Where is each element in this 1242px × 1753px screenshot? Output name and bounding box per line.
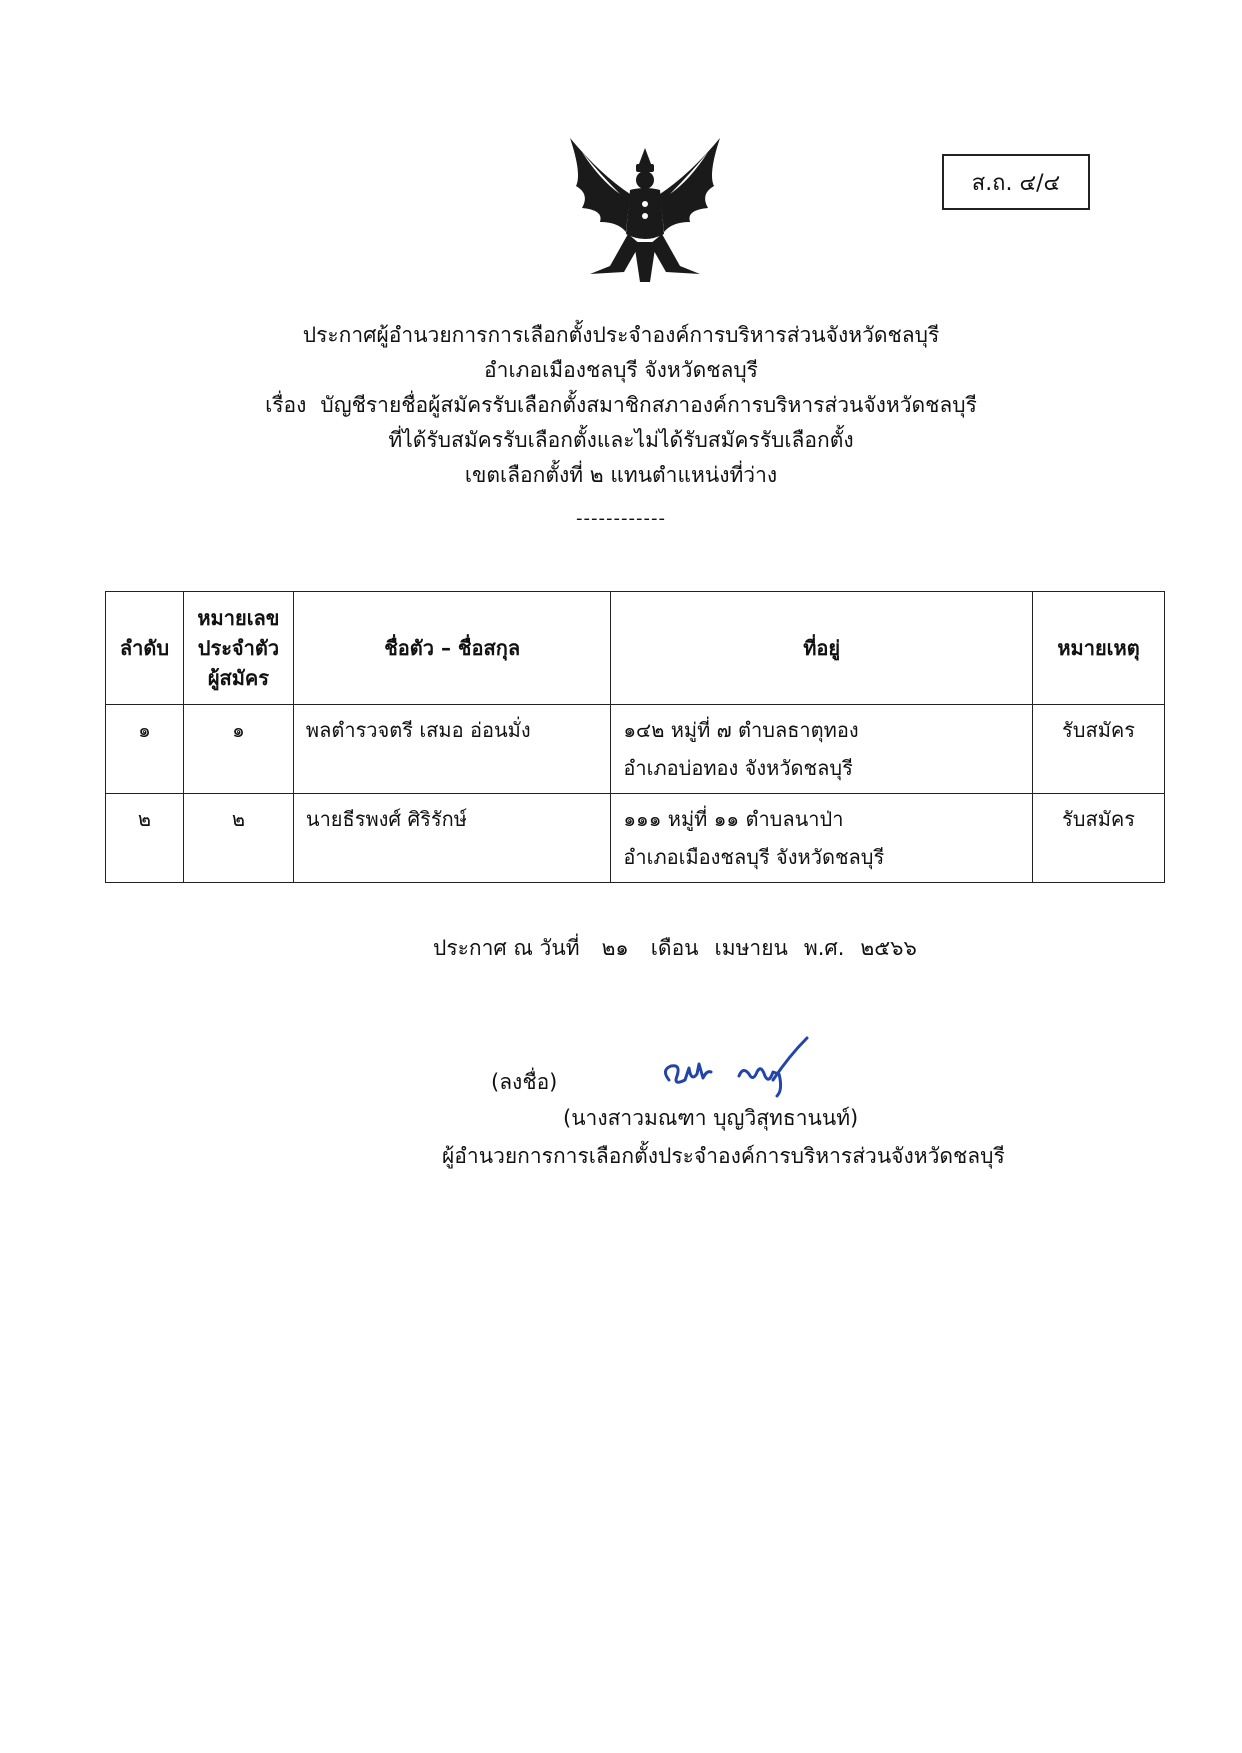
- form-code-box: [942, 154, 1090, 210]
- address-line: อำเภอบ่อทอง จังหวัดชลบุรี: [623, 756, 853, 780]
- form-code: ส.ถ. ๔/๔: [971, 170, 1061, 196]
- sign-label: (ลงชื่อ): [491, 1070, 558, 1094]
- row-name: พลตำรวจตรี เสมอ อ่อนมั่ง: [293, 705, 610, 794]
- col-address-header: ที่อยู่: [611, 592, 1033, 705]
- address-line: ๑๔๒ หมู่ที่ ๗ ตำบลธาตุทอง: [623, 718, 859, 742]
- row-order: ๑: [106, 705, 184, 794]
- signature-icon: [655, 1034, 815, 1098]
- col-remark-header: หมายเหตุ: [1033, 592, 1165, 705]
- signer-name: (นางสาวมณฑา บุญวิสุทธานนท์): [563, 1106, 859, 1130]
- date-month-label: เดือน: [650, 936, 699, 960]
- signer-title: ผู้อำนวยการการเลือกตั้งประจำองค์การบริหารส่วนจังหวัดชลบุรี: [442, 1144, 1005, 1168]
- address-line: ๑๑๑ หมู่ที่ ๑๑ ตำบลนาป่า: [623, 807, 844, 831]
- date-month: เมษายน: [714, 936, 788, 960]
- header-line-1: ประกาศผู้อำนวยการการเลือกตั้งประจำองค์การบริหารส่วนจังหวัดชลบุรี: [302, 323, 940, 347]
- header-subject-line: [0, 388, 1242, 423]
- subject-text: บัญชีรายชื่อผู้สมัครรับเลือกตั้งสมาชิกสภาองค์การบริหารส่วนจังหวัดชลบุรี: [320, 393, 977, 417]
- date-prefix: ประกาศ ณ วันที่: [433, 936, 580, 960]
- table-row: [106, 705, 1165, 794]
- table-header-row: [106, 592, 1165, 705]
- address-line: อำเภอเมืองชลบุรี จังหวัดชลบุรี: [623, 845, 885, 869]
- col-number-header-line: ผู้สมัคร: [207, 666, 270, 690]
- col-name-header: ชื่อตัว – ชื่อสกุล: [293, 592, 610, 705]
- date-day: ๒๑: [601, 936, 629, 960]
- row-name: นายธีรพงศ์ ศิริรักษ์: [293, 794, 610, 883]
- announcement-date: [433, 932, 933, 965]
- row-address: [611, 794, 1033, 883]
- row-order: ๒: [106, 794, 184, 883]
- col-number-header-line: หมายเลข: [197, 606, 280, 630]
- subject-label: เรื่อง: [265, 393, 307, 417]
- header-line-2: อำเภอเมืองชลบุรี จังหวัดชลบุรี: [484, 358, 758, 382]
- col-number-header-line: ประจำตัว: [197, 636, 280, 660]
- row-number: ๑: [183, 705, 293, 794]
- garuda-emblem-icon: [560, 134, 730, 286]
- row-remark: รับสมัคร: [1033, 794, 1165, 883]
- header-line-4: ที่ได้รับสมัครรับเลือกตั้งและไม่ได้รับสมัครรับเลือกตั้ง: [388, 428, 854, 452]
- table-row: [106, 794, 1165, 883]
- row-address: [611, 705, 1033, 794]
- row-remark: รับสมัคร: [1033, 705, 1165, 794]
- header-divider: ------------: [576, 508, 666, 529]
- date-year: ๒๕๖๖: [860, 936, 917, 960]
- header-line-5: เขตเลือกตั้งที่ ๒ แทนตำแหน่งที่ว่าง: [464, 463, 778, 487]
- date-era-label: พ.ศ.: [803, 936, 845, 960]
- col-order-header: ลำดับ: [106, 592, 184, 705]
- row-number: ๒: [183, 794, 293, 883]
- announcement-header: [0, 318, 1242, 493]
- col-number-header: [183, 592, 293, 705]
- candidate-table: [105, 591, 1165, 883]
